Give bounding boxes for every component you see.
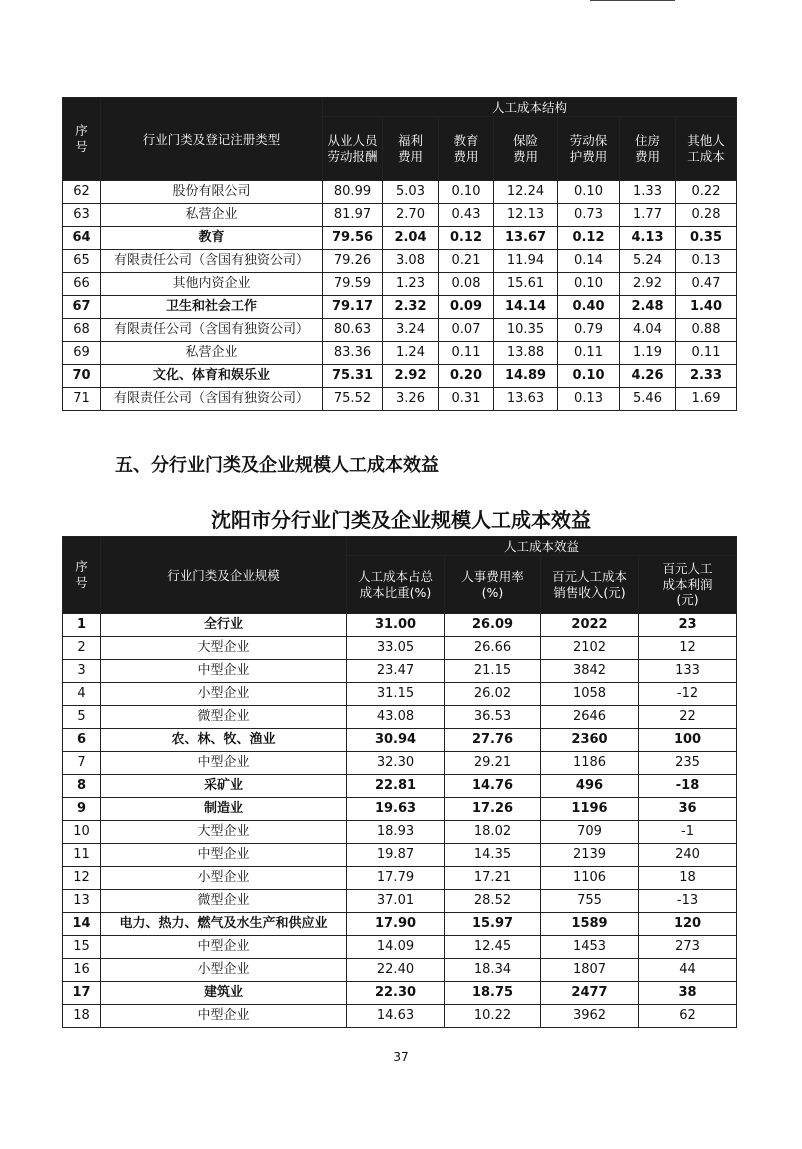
cell-value: 79.56 [323,227,383,250]
cell-value: -18 [639,775,737,798]
cell-value: 0.43 [439,204,494,227]
cell-value: 44 [639,959,737,982]
row-category: 有限责任公司（含国有独资公司） [101,388,323,411]
cell-value: -12 [639,683,737,706]
row-number: 18 [63,1005,101,1028]
cell-value: 0.09 [439,296,494,319]
cell-value: 38 [639,982,737,1005]
col-header: 教育费用 [439,117,494,181]
cell-value: 0.88 [676,319,737,342]
row-category: 有限责任公司（含国有独资公司） [101,250,323,273]
row-category: 文化、体育和娱乐业 [101,365,323,388]
row-number: 64 [63,227,101,250]
cell-value: 1.40 [676,296,737,319]
row-category: 私营企业 [101,342,323,365]
cell-value: 0.47 [676,273,737,296]
row-number: 8 [63,775,101,798]
cell-value: -13 [639,890,737,913]
row-number: 15 [63,936,101,959]
cell-value: 1186 [541,752,639,775]
cell-value: 17.90 [347,913,445,936]
cell-value: 15.61 [494,273,558,296]
cell-value: 15.97 [445,913,541,936]
cell-value: 79.59 [323,273,383,296]
row-category: 全行业 [101,614,347,637]
cell-value: 80.63 [323,319,383,342]
row-number: 17 [63,982,101,1005]
cell-value: 14.14 [494,296,558,319]
cell-value: 19.63 [347,798,445,821]
row-category: 中型企业 [101,844,347,867]
page-number: 37 [393,1050,409,1064]
cell-value: 2.92 [383,365,439,388]
cell-value: 22 [639,706,737,729]
cell-value: 0.13 [676,250,737,273]
col-header: 人事费用率(%) [445,556,541,614]
cell-value: 0.13 [558,388,620,411]
col-header: 劳动保护费用 [558,117,620,181]
cell-value: 1.33 [620,181,676,204]
cell-value: 0.31 [439,388,494,411]
cell-value: 79.26 [323,250,383,273]
row-category: 小型企业 [101,683,347,706]
cell-value: 0.10 [439,181,494,204]
cell-value: 3842 [541,660,639,683]
col-header: 福利费用 [383,117,439,181]
table-row [63,844,737,867]
cell-value: 31.15 [347,683,445,706]
cell-value: 17.79 [347,867,445,890]
cell-value: 18.93 [347,821,445,844]
cell-value: 13.67 [494,227,558,250]
cell-value: 18.02 [445,821,541,844]
cell-value: 2.92 [620,273,676,296]
cell-value: 83.36 [323,342,383,365]
cell-value: 0.40 [558,296,620,319]
cell-value: 12.13 [494,204,558,227]
row-category: 电力、热力、燃气及水生产和供应业 [101,913,347,936]
cell-value: 0.73 [558,204,620,227]
cell-value: 2.04 [383,227,439,250]
cell-value: 75.31 [323,365,383,388]
cell-value: 27.76 [445,729,541,752]
row-number: 65 [63,250,101,273]
group-header: 人工成本效益 [347,537,737,556]
row-category: 小型企业 [101,959,347,982]
cell-value: 0.20 [439,365,494,388]
row-category: 其他内资企业 [101,273,323,296]
row-category: 教育 [101,227,323,250]
table-row [63,913,737,936]
cell-value: 12.45 [445,936,541,959]
row-category: 大型企业 [101,821,347,844]
cell-value: 26.66 [445,637,541,660]
table-row [63,1005,737,1028]
table-row [63,250,737,273]
seq-header: 序号 [63,98,101,181]
table-row [63,706,737,729]
cell-value: 23.47 [347,660,445,683]
row-category: 微型企业 [101,706,347,729]
row-number: 3 [63,660,101,683]
cell-value: 22.40 [347,959,445,982]
cell-value: 5.46 [620,388,676,411]
table-row [63,959,737,982]
cell-value: 1.69 [676,388,737,411]
cell-value: 2139 [541,844,639,867]
cell-value: 31.00 [347,614,445,637]
cell-value: 11.94 [494,250,558,273]
cell-value: 1.24 [383,342,439,365]
row-category: 采矿业 [101,775,347,798]
cell-value: 0.79 [558,319,620,342]
cell-value: 5.24 [620,250,676,273]
row-category: 大型企业 [101,637,347,660]
cell-value: 1.19 [620,342,676,365]
row-number: 2 [63,637,101,660]
table-row [63,388,737,411]
cell-value: 0.11 [558,342,620,365]
cell-value: 75.52 [323,388,383,411]
cell-value: 32.30 [347,752,445,775]
table-row [63,821,737,844]
table-row [63,729,737,752]
row-number: 6 [63,729,101,752]
row-number: 14 [63,913,101,936]
table-row [63,296,737,319]
row-category: 微型企业 [101,890,347,913]
table-row [63,683,737,706]
cell-value: 37.01 [347,890,445,913]
cell-value: 13.88 [494,342,558,365]
row-number: 69 [63,342,101,365]
cell-value: 26.09 [445,614,541,637]
col-header: 从业人员劳动报酬 [323,117,383,181]
cell-value: 79.17 [323,296,383,319]
col-header: 人工成本占总成本比重(%) [347,556,445,614]
cell-value: 2102 [541,637,639,660]
cell-value: 1.77 [620,204,676,227]
cell-value: 1106 [541,867,639,890]
cell-value: 19.87 [347,844,445,867]
table-row [63,775,737,798]
cell-value: 4.13 [620,227,676,250]
cell-value: 1453 [541,936,639,959]
row-category: 小型企业 [101,867,347,890]
table-row [63,319,737,342]
cell-value: 1589 [541,913,639,936]
cell-value: 21.15 [445,660,541,683]
cell-value: 0.14 [558,250,620,273]
cell-value: 3.08 [383,250,439,273]
labor-cost-structure-table [62,97,737,411]
cell-value: 133 [639,660,737,683]
cell-value: 28.52 [445,890,541,913]
cell-value: 17.26 [445,798,541,821]
row-number: 70 [63,365,101,388]
row-category: 中型企业 [101,660,347,683]
cell-value: 26.02 [445,683,541,706]
table-row [63,181,737,204]
cell-value: 81.97 [323,204,383,227]
cell-value: 273 [639,936,737,959]
table-row [63,867,737,890]
table-row [63,936,737,959]
cell-value: 0.28 [676,204,737,227]
table-row [63,204,737,227]
cell-value: 0.10 [558,273,620,296]
row-category: 建筑业 [101,982,347,1005]
col-header: 百元人工成本销售收入(元) [541,556,639,614]
col-header: 住房费用 [620,117,676,181]
cell-value: 33.05 [347,637,445,660]
table-row [63,982,737,1005]
cell-value: 12 [639,637,737,660]
cell-value: 1.23 [383,273,439,296]
row-category: 中型企业 [101,1005,347,1028]
table-row [63,752,737,775]
cell-value: 22.81 [347,775,445,798]
cell-value: 14.63 [347,1005,445,1028]
cell-value: 30.94 [347,729,445,752]
row-number: 11 [63,844,101,867]
cell-value: 2.33 [676,365,737,388]
cell-value: 2.32 [383,296,439,319]
row-number: 66 [63,273,101,296]
row-number: 10 [63,821,101,844]
cell-value: 23 [639,614,737,637]
col-header: 保险费用 [494,117,558,181]
table-title: 沈阳市分行业门类及企业规模人工成本效益 [211,508,591,532]
cell-value: 3962 [541,1005,639,1028]
cell-value: 4.26 [620,365,676,388]
table-row [63,365,737,388]
row-number: 68 [63,319,101,342]
cell-value: 14.89 [494,365,558,388]
cell-value: 0.12 [558,227,620,250]
cell-value: 36.53 [445,706,541,729]
table-row [63,273,737,296]
row-number: 62 [63,181,101,204]
table-row [63,342,737,365]
cell-value: 62 [639,1005,737,1028]
cell-value: 2.48 [620,296,676,319]
cell-value: 80.99 [323,181,383,204]
labor-cost-efficiency-table [62,536,737,1028]
cell-value: 14.35 [445,844,541,867]
cell-value: 0.35 [676,227,737,250]
cell-value: 18.34 [445,959,541,982]
table-row [63,637,737,660]
cell-value: 14.09 [347,936,445,959]
row-number: 12 [63,867,101,890]
row-category: 有限责任公司（含国有独资公司） [101,319,323,342]
row-category: 农、林、牧、渔业 [101,729,347,752]
seq-header: 序号 [63,537,101,614]
cell-value: 43.08 [347,706,445,729]
category-header: 行业门类及企业规模 [101,537,347,614]
cell-value: 0.11 [676,342,737,365]
table-row [63,227,737,250]
cell-value: 0.10 [558,365,620,388]
row-category: 卫生和社会工作 [101,296,323,319]
cell-value: 5.03 [383,181,439,204]
cell-value: 18.75 [445,982,541,1005]
row-number: 1 [63,614,101,637]
cell-value: 4.04 [620,319,676,342]
cell-value: 496 [541,775,639,798]
cell-value: 0.07 [439,319,494,342]
cell-value: 2022 [541,614,639,637]
cell-value: 0.22 [676,181,737,204]
top-rule [590,0,675,1]
cell-value: 0.08 [439,273,494,296]
cell-value: 13.63 [494,388,558,411]
cell-value: 2477 [541,982,639,1005]
cell-value: 235 [639,752,737,775]
cell-value: 120 [639,913,737,936]
col-header: 其他人工成本 [676,117,737,181]
cell-value: 10.35 [494,319,558,342]
row-category: 私营企业 [101,204,323,227]
row-number: 5 [63,706,101,729]
row-number: 4 [63,683,101,706]
row-number: 9 [63,798,101,821]
cell-value: 3.24 [383,319,439,342]
cell-value: 240 [639,844,737,867]
row-number: 16 [63,959,101,982]
cell-value: 0.10 [558,181,620,204]
cell-value: 36 [639,798,737,821]
section-heading: 五、分行业门类及企业规模人工成本效益 [115,455,439,476]
cell-value: 755 [541,890,639,913]
cell-value: 2646 [541,706,639,729]
category-header: 行业门类及登记注册类型 [101,98,323,181]
cell-value: 0.11 [439,342,494,365]
table-row [63,798,737,821]
cell-value: 1196 [541,798,639,821]
row-category: 中型企业 [101,936,347,959]
cell-value: 1807 [541,959,639,982]
cell-value: 18 [639,867,737,890]
cell-value: 0.21 [439,250,494,273]
cell-value: 3.26 [383,388,439,411]
cell-value: 17.21 [445,867,541,890]
cell-value: 709 [541,821,639,844]
cell-value: -1 [639,821,737,844]
cell-value: 10.22 [445,1005,541,1028]
row-category: 制造业 [101,798,347,821]
row-number: 7 [63,752,101,775]
cell-value: 0.12 [439,227,494,250]
table-row [63,660,737,683]
cell-value: 1058 [541,683,639,706]
row-number: 13 [63,890,101,913]
row-category: 中型企业 [101,752,347,775]
row-number: 71 [63,388,101,411]
row-number: 67 [63,296,101,319]
col-header: 百元人工成本利润(元) [639,556,737,614]
table-row [63,614,737,637]
cell-value: 29.21 [445,752,541,775]
group-header: 人工成本结构 [323,98,737,117]
row-number: 63 [63,204,101,227]
cell-value: 14.76 [445,775,541,798]
row-category: 股份有限公司 [101,181,323,204]
cell-value: 2360 [541,729,639,752]
cell-value: 100 [639,729,737,752]
table-row [63,890,737,913]
cell-value: 12.24 [494,181,558,204]
cell-value: 22.30 [347,982,445,1005]
cell-value: 2.70 [383,204,439,227]
